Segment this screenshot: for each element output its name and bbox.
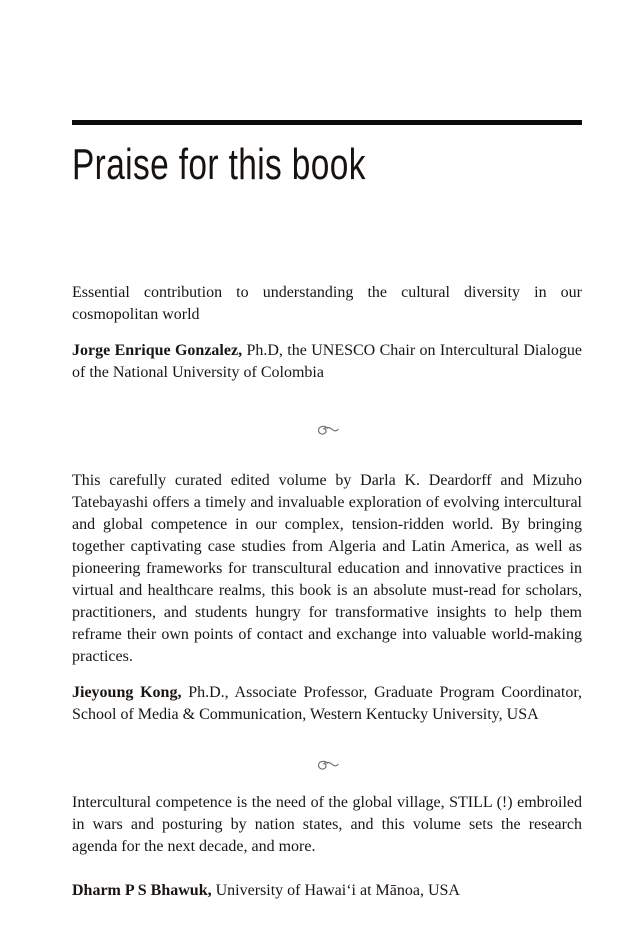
praise-quote: This carefully curated edited volume by Darla K. Deardorff and Mizuho Tatebayashi offers a timely and invaluable exploration of evolving intercultural and global competence in our complex, tension-ridden world. By bringing together captivating case studies from Algeria and Latin America, as well as pioneering frameworks for transcultural education and innovative practices in virtual and healthcare realms, this book is an absolute must-read for scholars, practitioners, and students hungry for transformative insights to help them reframe their own points of contact and exchange into valuable world-making practices. (72, 472, 582, 665)
praise-section-2 (72, 470, 582, 726)
praise-attribution (72, 880, 582, 902)
attribution-name: Jorge Enrique Gonzalez, (72, 342, 243, 359)
praise-attribution (72, 682, 582, 726)
attribution-credentials: University of Hawai‘i at Mānoa, USA (211, 882, 460, 899)
attribution-credentials: Ph.D., Associate Professor, Graduate Program Coordinator, School of Media & Communication, Western Kentucky University, USA (72, 684, 583, 723)
page-content (0, 120, 623, 902)
section-divider (72, 752, 582, 780)
attribution-name: Dharm P S Bhawuk, (72, 882, 212, 899)
praise-section-1 (72, 282, 582, 384)
praise-section-3 (72, 792, 582, 902)
section-divider (72, 417, 582, 445)
header-rule (72, 120, 582, 125)
praise-attribution (72, 340, 582, 384)
attribution-name: Jieyoung Kong, (72, 684, 182, 701)
page-title: Praise for this book (72, 140, 366, 189)
swash-ornament-icon (314, 758, 340, 774)
praise-quote: Intercultural competence is the need of the global village, STILL (!) embroiled in wars and posturing by nation states, and this volume sets the research agenda for the next decade, and more. (72, 794, 582, 855)
swash-ornament-icon (314, 423, 340, 439)
attribution-credentials: Ph.D, the UNESCO Chair on Intercultural Dialogue of the National University of Colombia (72, 342, 583, 381)
praise-quote: Essential contribution to understanding the cultural diversity in our cosmopolitan world (72, 284, 582, 323)
